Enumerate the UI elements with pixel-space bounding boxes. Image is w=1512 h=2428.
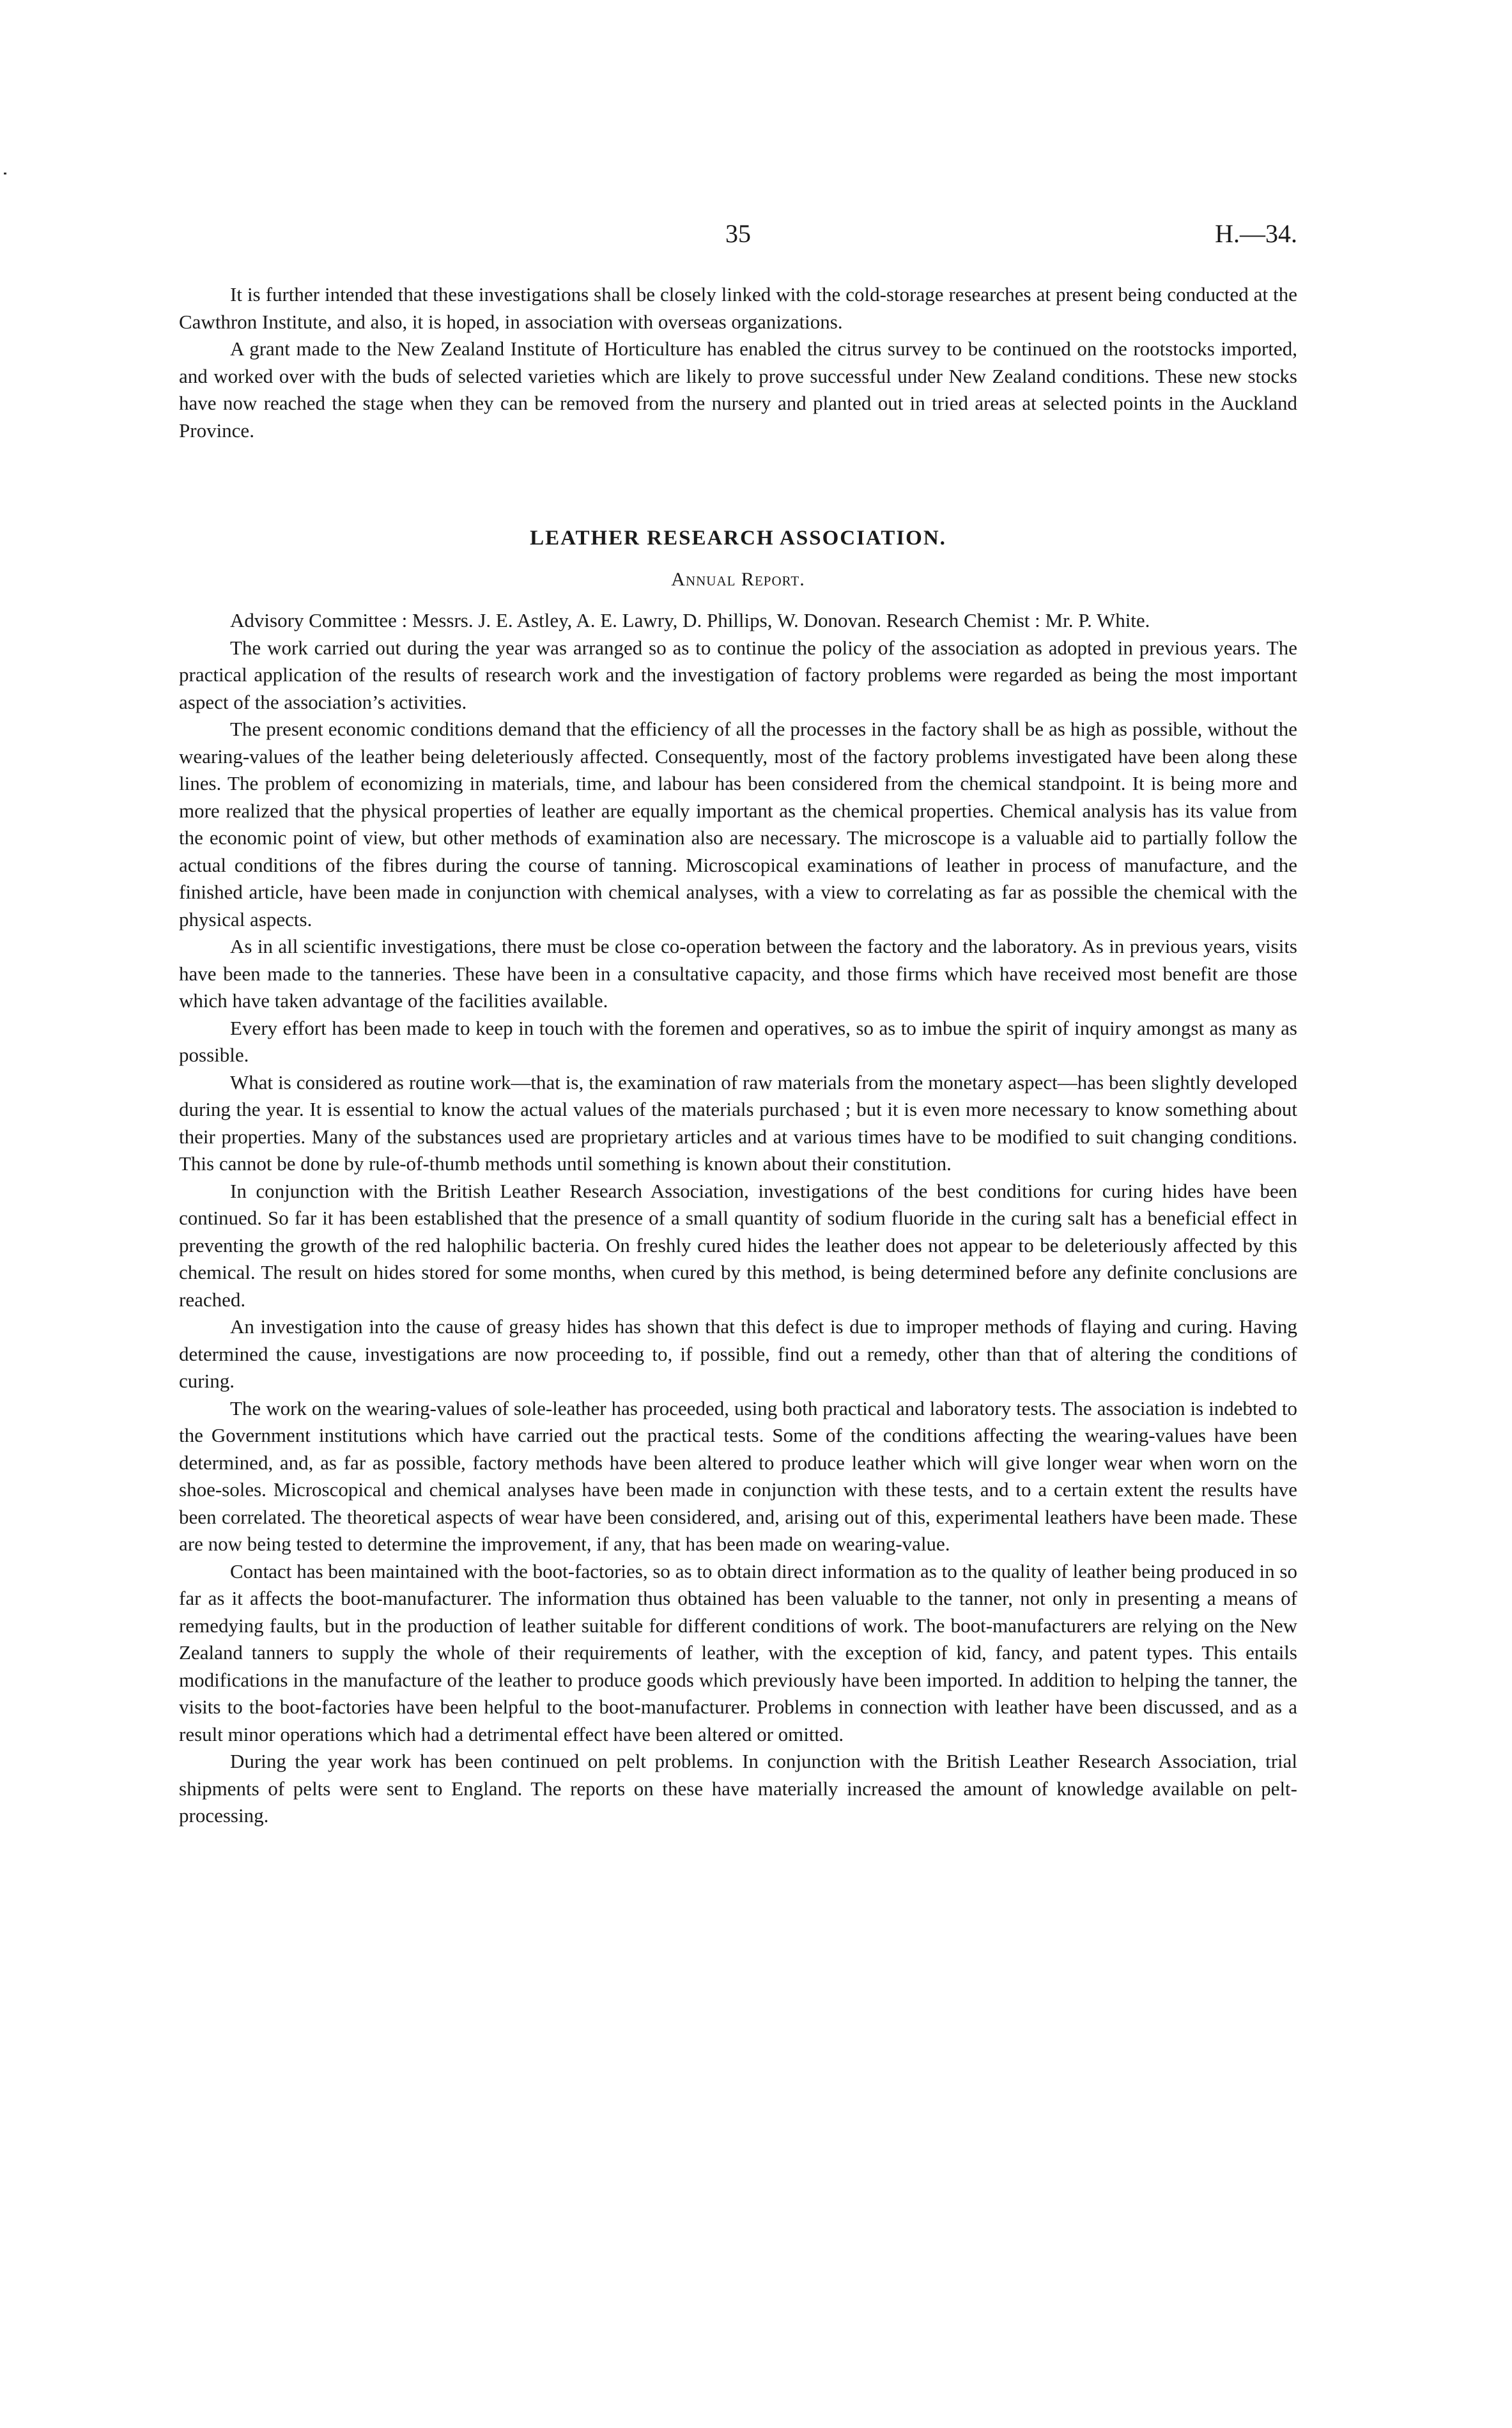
page-body bbox=[179, 281, 1297, 1830]
body-paragraph: During the year work has been continued on pelt problems. In conjunction with the British Leather Research Association, trial shipments of pelts were sent to England. The reports on these have materially increased the amount of knowledge available on pelt-processing. bbox=[179, 1750, 1297, 1827]
section-subtitle: Annual Report. bbox=[671, 569, 805, 590]
scan-artifact bbox=[4, 173, 6, 174]
body-paragraph: In conjunction with the British Leather Research Association, investigations of the best conditions for curing hides have been continued. So far it has been established that the presence of a small quantity of sodium fluoride in the curing salt has a beneficial effect in preventing the growth of the red halophilic bacteria. On freshly cured hides the leather does not appear to be deleteriously affected by this chemical. The result on hides stored for some months, when cured by this method, is being determined before any definite conclusions are reached. bbox=[179, 1179, 1297, 1311]
body-paragraph: Contact has been maintained with the boot-factories, so as to obtain direct information as to the quality of leather being produced in so far as it affects the boot-manufacturer. The information thus obtained has been valuable to the tanner, not only in presenting a means of remedying faults, but in the production of leather suitable for different conditions of work. The boot-manufacturers are relying on the New Zealand tanners to supply the whole of their requirements of leather, with the exception of kid, fancy, and patent types. This entails modifications in the manufacture of the leather to produce goods which previously have been imported. In addition to helping the tanner, the visits to the boot-factories have been helpful to the boot-manufacturer. Problems in connection with leather have been discussed, and as a result minor operations which had a detrimental effect have been altered or omitted. bbox=[179, 1559, 1297, 1745]
body-paragraph: What is considered as routine work—that is, the examination of raw materials from the monetary aspect—has been slightly developed during the year. It is essential to know the actual values of the materials purchased ; but it is even more necessary to know something about their properties. Many of the substances used are proprietary articles and at various times have to be modified to suit changing conditions. This cannot be done by rule-of-thumb methods until something is known about their constitution. bbox=[179, 1071, 1297, 1175]
body-paragraph: The work carried out during the year was arranged so as to continue the policy of the association as adopted in previous years. The practical application of the results of research work and the investigation of factory problems were regarded as being the most important aspect of the association’s activities. bbox=[179, 636, 1297, 713]
committee-paragraph: Advisory Committee : Messrs. J. E. Astley, A. E. Lawry, D. Phillips, W. Donovan. Research Chemist : Mr. P. White. bbox=[230, 609, 1150, 631]
intro-paragraph: A grant made to the New Zealand Institute of Horticulture has enabled the citrus survey to be continued on the rootstocks imported, and worked over with the buds of selected varieties which are likely to prove successful under New Zealand conditions. These new stocks have now reached the stage when they can be removed from the nursery and planted out in tried areas at selected points in the Auckland Province. bbox=[179, 337, 1297, 442]
body-paragraph: The present economic conditions demand that the efficiency of all the processes in the factory shall be as high as possible, without the wearing-values of the leather being deleteriously affected. Consequently, most of the factory problems investigated have been along these lines. The problem of economizing in materials, time, and labour has been considered from the chemical standpoint. It is being more and more realized that the physical properties of leather are equally important as the chemical properties. Chemical analysis has its value from the economic point of view, but other methods of examination also are necessary. The microscope is a valuable aid to partially follow the actual conditions of the fibres during the course of tanning. Microscopical examinations of leather in process of manufacture, and the finished article, have been made in conjunction with chemical analyses, with a view to correlating as far as possible the chemical with the physical aspects. bbox=[179, 718, 1297, 931]
body-paragraph: The work on the wearing-values of sole-leather has proceeded, using both practical and laboratory tests. The association is indebted to the Government institutions which have carried out the practical tests. Some of the conditions affecting the wearing-values have been determined, and, as far as possible, factory methods have been altered to produce leather which will give longer wear when worn on the shoe-soles. Microscopical and chemical analyses have been made in conjunction with these tests, and to a certain extent the results have been correlated. The theoretical aspects of wear have been considered, and, arising out of this, experimental leathers have been made. These are now being tested to determine the improvement, if any, that has been made on wearing-value. bbox=[179, 1396, 1297, 1555]
body-paragraph: An investigation into the cause of greasy hides has shown that this defect is due to improper methods of flaying and curing. Having determined the cause, investigations are now proceeding to, if possible, find out a remedy, other than that of altering the conditions of curing. bbox=[179, 1315, 1297, 1392]
body-paragraph: Every effort has been made to keep in touch with the foremen and operatives, so as to imbue the spirit of inquiry amongst as many as possible. bbox=[179, 1016, 1297, 1066]
section-title: LEATHER RESEARCH ASSOCIATION. bbox=[530, 527, 946, 550]
body-paragraph: As in all scientific investigations, there must be close co-operation between the factory and the laboratory. As in previous years, visits have been made to the tanneries. These have been in a consultative capacity, and those firms which have received most benefit are those which have taken advantage of the facilities available. bbox=[179, 935, 1297, 1012]
page-header bbox=[179, 219, 1297, 257]
document-reference: H.—34. bbox=[1215, 219, 1297, 248]
intro-paragraph: It is further intended that these investigations shall be closely linked with the cold-storage researches at present being conducted at the Cawthron Institute, and also, it is hoped, in association with overseas organizations. bbox=[179, 283, 1297, 333]
page-number: 35 bbox=[725, 219, 751, 248]
